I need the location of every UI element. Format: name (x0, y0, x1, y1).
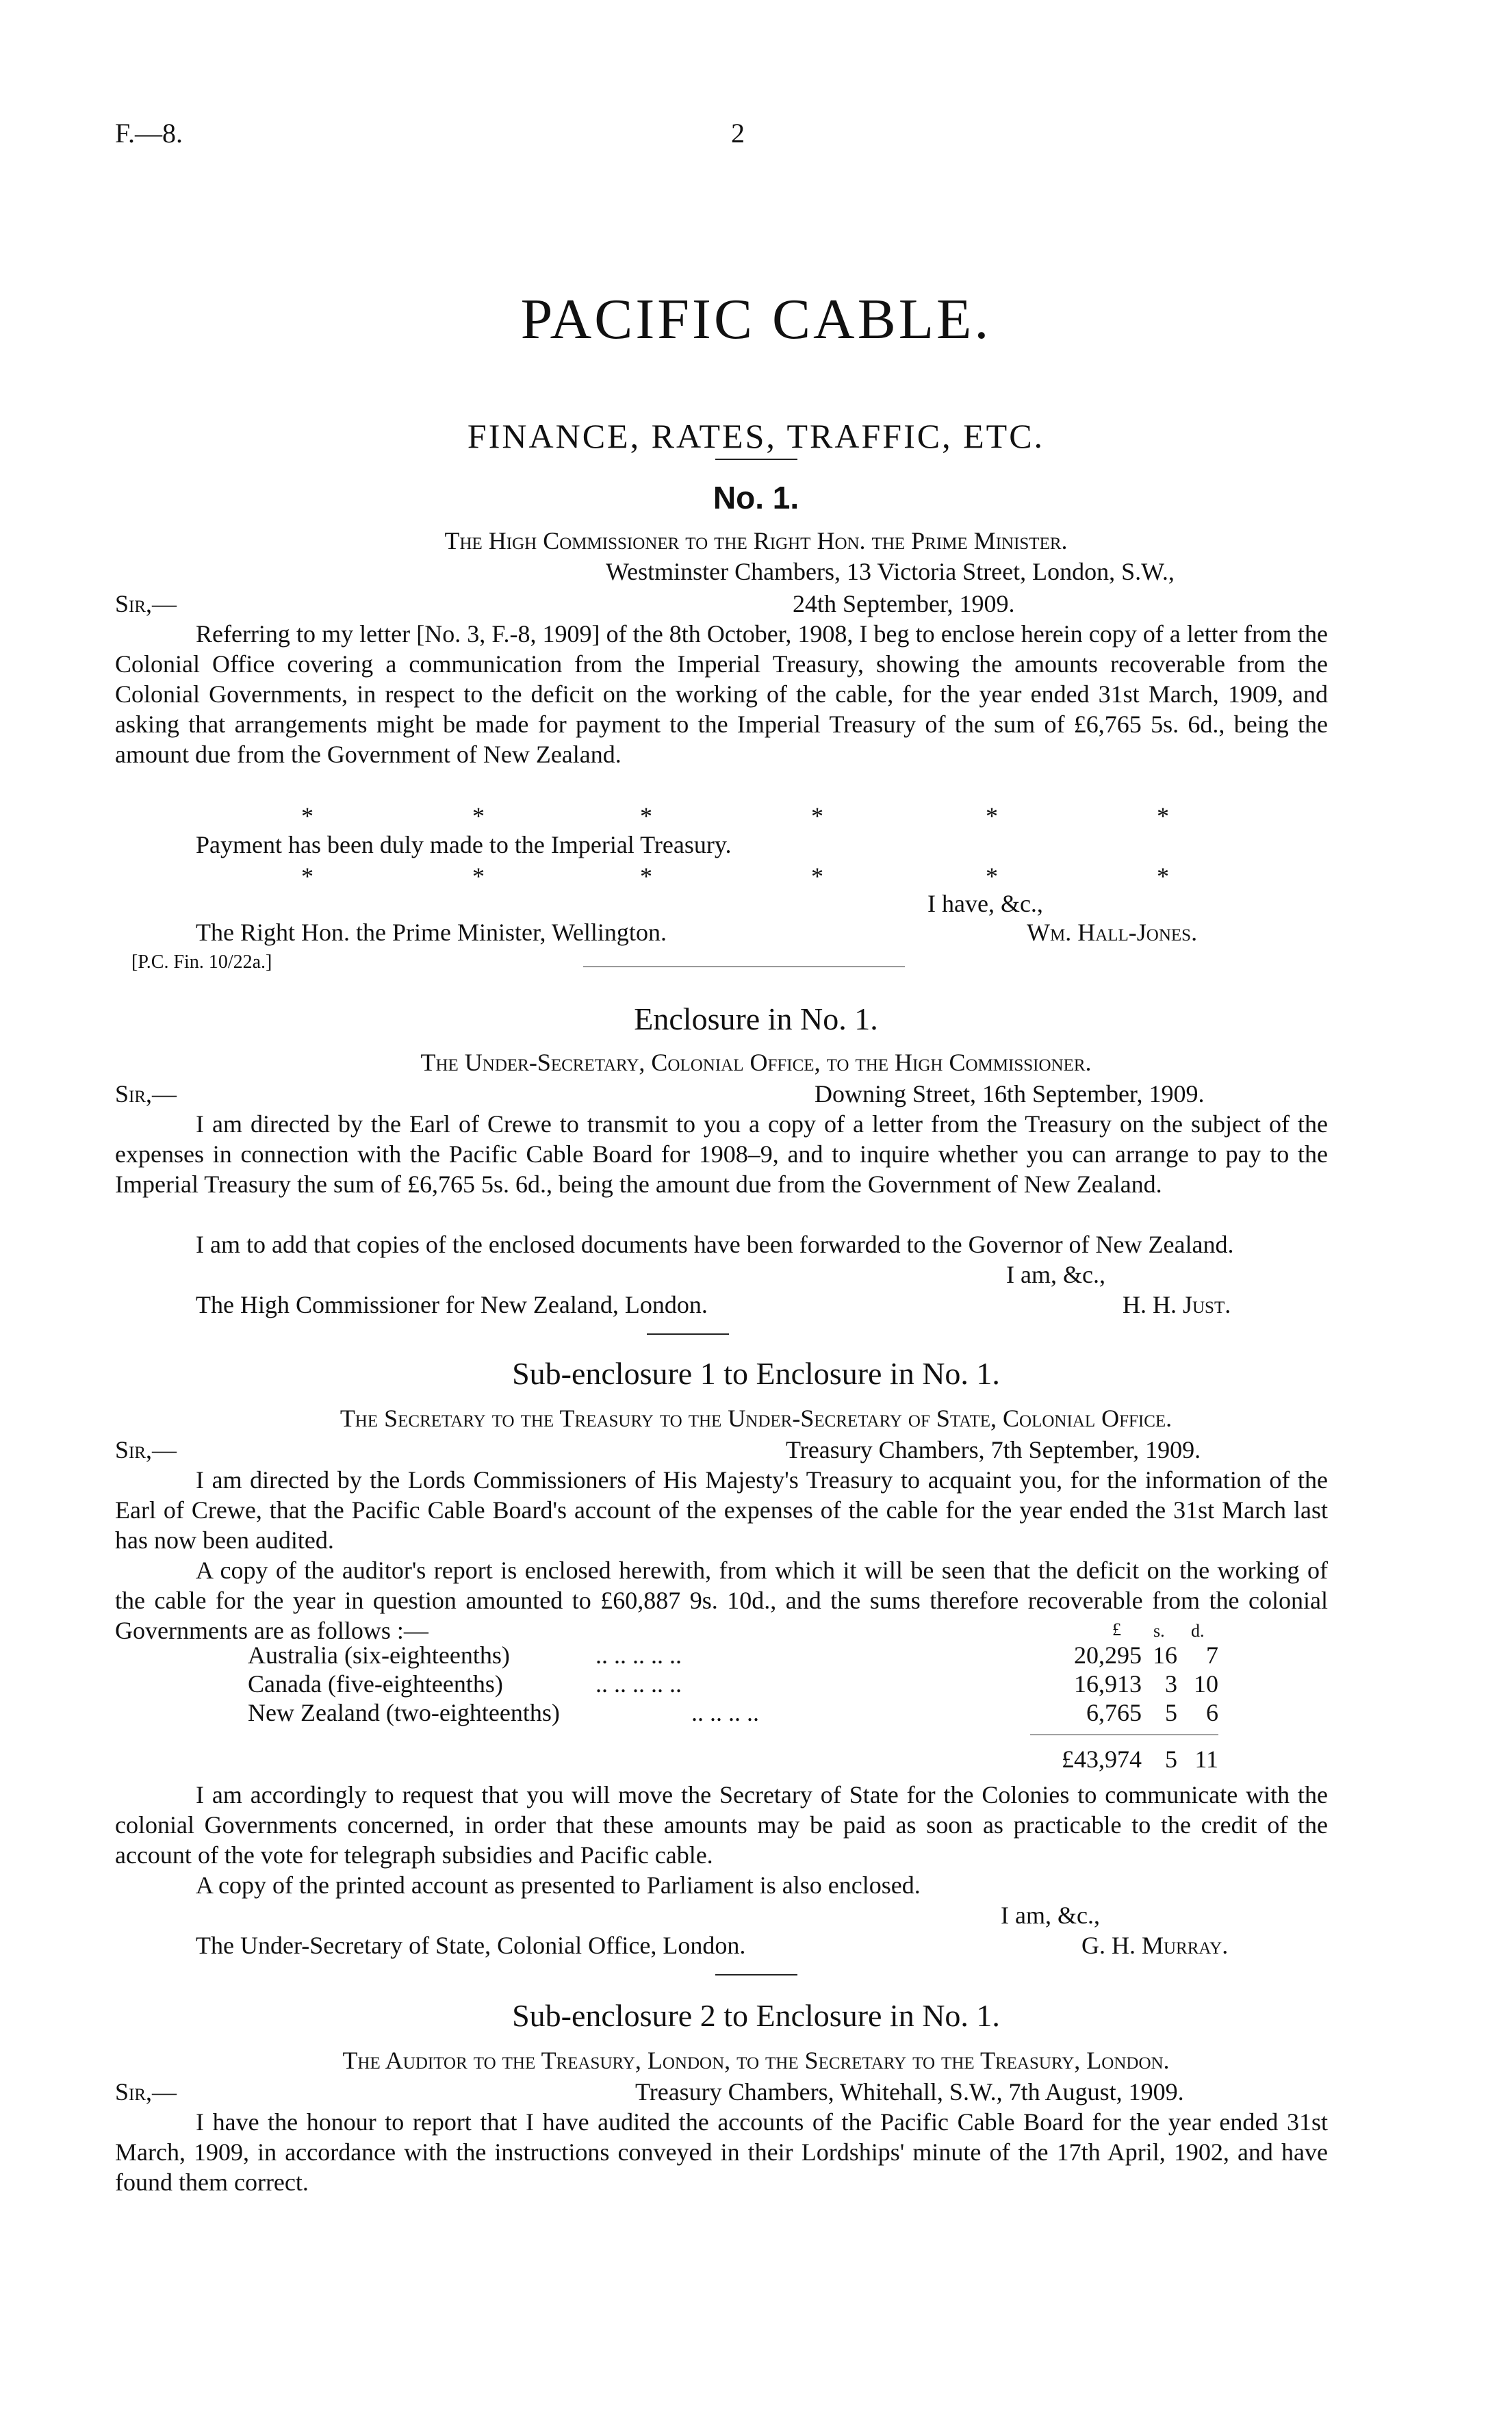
table-cell-pence: 10 (1194, 1670, 1218, 1698)
letter-closing: I am, &c., (1006, 1261, 1105, 1288)
ellipsis-star: * (301, 862, 313, 890)
table-total-shillings: 5 (1165, 1745, 1177, 1773)
ellipsis-star: * (472, 802, 485, 830)
letter-body: I have the honour to report that I have audited the accounts of the Pacific Cable Board for the year ended 31st March, 1909, in accordance with the instructions conveyed in their Lordships' minute of the 17th April, 1902, and have found them correct. (115, 2108, 1328, 2196)
table-header-pounds: £ (1112, 1620, 1121, 1639)
ellipsis-star: * (1157, 862, 1169, 890)
table-cell-shillings: 16 (1153, 1641, 1177, 1669)
letter-signature: G. H. Murray. (1081, 1932, 1229, 1959)
table-row-dots: .. .. .. .. (691, 1699, 759, 1726)
payment-note: Payment has been duly made to the Imperial Treasury. (196, 831, 732, 858)
section-heading-enclosure: Enclosure in No. 1. (634, 1001, 878, 1036)
letter-body: A copy of the auditor's report is enclosed herewith, from which it will be seen that the deficit on the working of the cable for the year in question amounted to £60,887 9s. 10d., and the sums therefore recoverable from the colonial Governments are as follows :— (115, 1557, 1328, 1644)
table-cell-pounds: 6,765 (1086, 1699, 1142, 1726)
letter-signature: H. H. Just. (1123, 1291, 1231, 1318)
letter-address-date: Treasury Chambers, Whitehall, S.W., 7th August, 1909. (635, 2078, 1184, 2106)
doc-reference: F.—8. (115, 118, 183, 149)
letter-salutation: Sir,— (115, 2078, 177, 2106)
table-cell-pence: 6 (1206, 1699, 1218, 1726)
table-header-shillings: s. (1153, 1621, 1165, 1641)
letter-from-to: The Auditor to the Treasury, London, to the Secretary to the Treasury, London. (342, 2047, 1170, 2074)
table-cell-pounds: 20,295 (1074, 1641, 1142, 1669)
divider (715, 459, 797, 460)
letter-address: Westminster Chambers, 13 Victoria Street, London, S.W., (606, 558, 1175, 585)
ellipsis-star: * (640, 802, 652, 830)
letter-addressee: The Under-Secretary of State, Colonial Office, London. (196, 1932, 746, 1959)
section-heading-sub2: Sub-enclosure 2 to Enclosure in No. 1. (512, 1998, 1000, 2033)
file-reference: [P.C. Fin. 10/22a.] (131, 951, 272, 973)
letter-closing: I have, &c., (927, 890, 1043, 917)
table-cell-shillings: 3 (1165, 1670, 1177, 1698)
letter-address-date: Downing Street, 16th September, 1909. (815, 1080, 1205, 1108)
table-header-pence: d. (1191, 1621, 1205, 1641)
letter-body: I am to add that copies of the enclosed documents have been forwarded to the Governor of New Zealand. (196, 1231, 1234, 1258)
letter-signature: Wm. Hall-Jones. (1027, 919, 1198, 946)
page-title: PACIFIC CABLE. (520, 287, 992, 351)
letter-from-to: The High Commissioner to the Right Hon. the Prime Minister. (444, 527, 1068, 554)
ellipsis-star: * (1157, 802, 1169, 830)
section-heading-sub1: Sub-enclosure 1 to Enclosure in No. 1. (512, 1356, 1000, 1391)
ellipsis-star: * (986, 862, 998, 890)
letter-from-to: The Secretary to the Treasury to the Under-Secretary of State, Colonial Office. (339, 1405, 1173, 1432)
table-cell-pounds: 16,913 (1074, 1670, 1142, 1698)
table-total-pence: 11 (1194, 1745, 1218, 1773)
table-total-pounds: £43,974 (1062, 1745, 1142, 1773)
letter-body: Referring to my letter [No. 3, F.-8, 1909] of the 8th October, 1908, I beg to enclose herein copy of a letter from the Colonial Office covering a communication from the Imperial Treasury, showing the amounts recoverable from the Colonial Governments, in respect to the deficit on the working of the cable, for the year ended 31st March, 1909, and asking that arrangements might be made for payment to the Imperial Treasury of the sum of £6,765 5s. 6d., being the amount due from the Government of New Zealand. (115, 620, 1328, 768)
letter-closing: I am, &c., (1001, 1902, 1100, 1929)
table-row-label: Australia (six-eighteenths) (248, 1641, 510, 1669)
letter-body: I am accordingly to request that you will move the Secretary of State for the Colonies to communicate with the colonial Governments concerned, in order that these amounts may be paid as soon as practicable to the credit of the account of the vote for telegraph subsidies and Pacific cable. (115, 1781, 1328, 1869)
section-heading-no1: No. 1. (713, 480, 799, 515)
ellipsis-star: * (811, 802, 823, 830)
letter-body: A copy of the printed account as presented to Parliament is also enclosed. (196, 1871, 921, 1899)
table-cell-pence: 7 (1206, 1641, 1218, 1669)
ellipsis-star: * (640, 862, 652, 890)
ellipsis-star: * (986, 802, 998, 830)
letter-addressee: The Right Hon. the Prime Minister, Wellington. (196, 919, 667, 946)
divider (715, 1974, 797, 1975)
table-row-dots: .. .. .. .. .. (595, 1670, 682, 1698)
letter-salutation: Sir,— (115, 590, 177, 617)
table-row-dots: .. .. .. .. .. (595, 1641, 682, 1669)
ellipsis-star: * (472, 862, 485, 890)
table-row-label: Canada (five-eighteenths) (248, 1670, 503, 1698)
letter-date: 24th September, 1909. (793, 590, 1015, 617)
table-cell-shillings: 5 (1165, 1699, 1177, 1726)
letter-address-date: Treasury Chambers, 7th September, 1909. (786, 1436, 1201, 1463)
letter-body: I am directed by the Earl of Crewe to transmit to you a copy of a letter from the Treasury on the subject of the expenses in connection with the Pacific Cable Board for 1908–9, and to inquire whether you can arrange to pay to the Imperial Treasury the sum of £6,765 5s. 6d., being the amount due from the Government of New Zealand. (115, 1110, 1328, 1198)
letter-salutation: Sir,— (115, 1436, 177, 1463)
divider (647, 1333, 729, 1335)
ellipsis-star: * (811, 862, 823, 890)
page-number: 2 (731, 118, 745, 149)
table-row-label: New Zealand (two-eighteenths) (248, 1699, 560, 1726)
letter-from-to: The Under-Secretary, Colonial Office, to the High Commissioner. (420, 1049, 1092, 1076)
letter-salutation: Sir,— (115, 1080, 177, 1108)
page-subtitle: FINANCE, RATES, TRAFFIC, ETC. (467, 417, 1045, 455)
letter-body: I am directed by the Lords Commissioners of His Majesty's Treasury to acquaint you, for the information of the Earl of Crewe, that the Pacific Cable Board's account of the expenses of the cable for the year ended the 31st March last has now been audited. (115, 1466, 1328, 1554)
letter-addressee: The High Commissioner for New Zealand, London. (196, 1291, 708, 1318)
ellipsis-star: * (301, 802, 313, 830)
